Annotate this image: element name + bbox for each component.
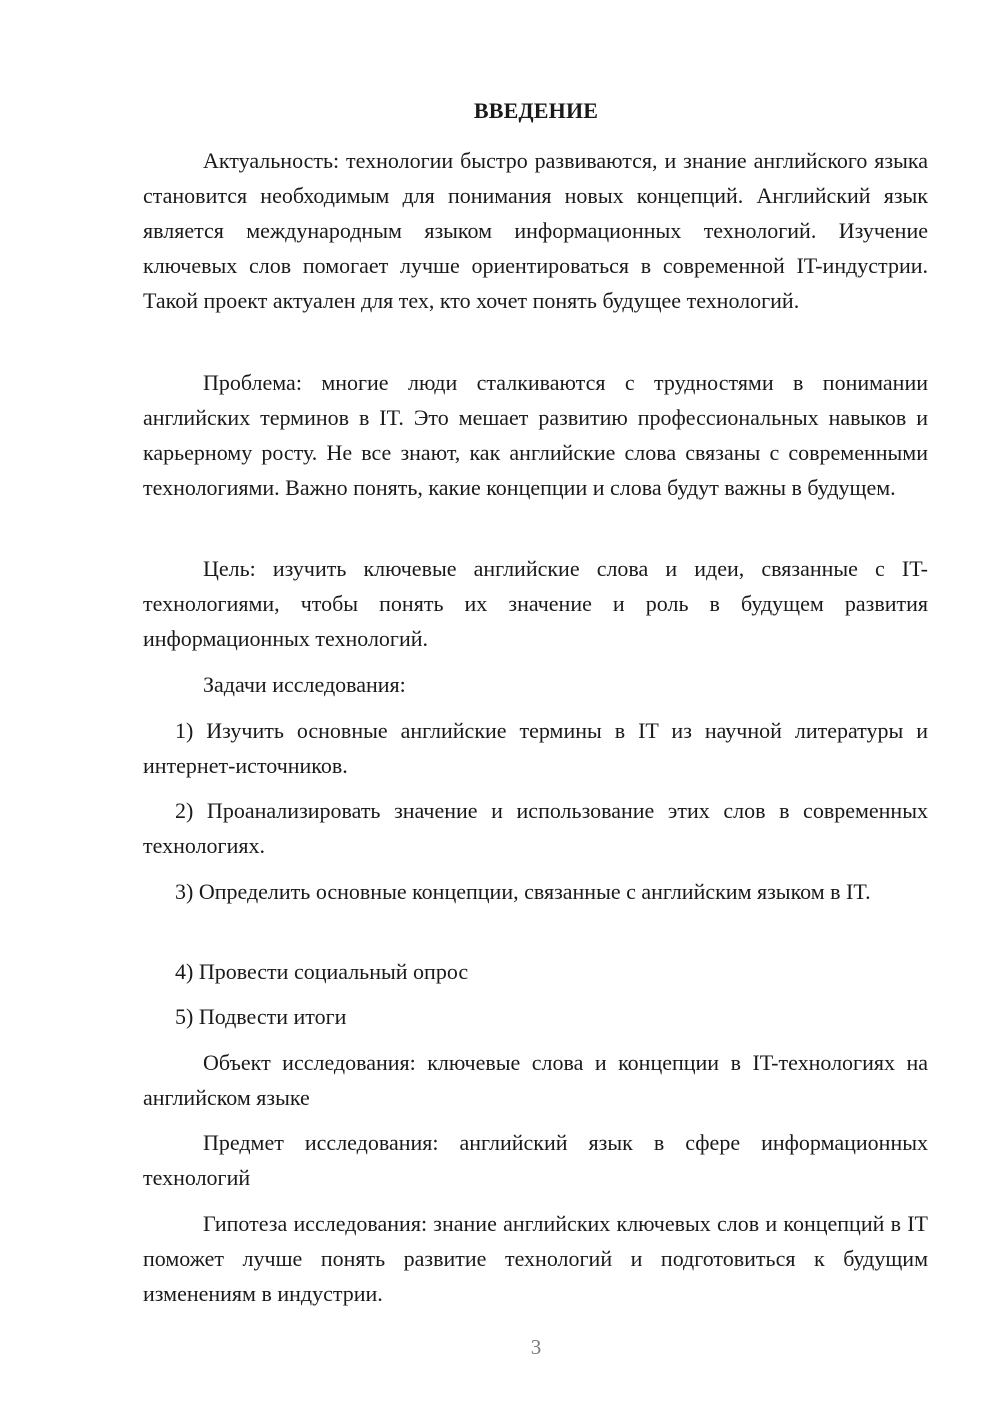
- tasks-heading: Задачи исследования:: [203, 672, 406, 697]
- task-item-3: 3) Определить основные концепции, связанные с английским языком в IT.: [175, 879, 871, 904]
- paragraph-relevance: Актуальность: технологии быстро развиваются, и знание английского языка становится необходимым для понимания новых концепций. Английский язык является международным языком информационных технологий. Изучение ключевых слов помогает лучше ориентироваться в современной IT-индустрии. Такой проект актуален для тех, кто хочет понять будущее технологий.: [143, 148, 928, 313]
- task-item-1: 1) Изучить основные английские термины в IT из научной литературы и интернет-источников.: [143, 718, 928, 778]
- paragraph-object: Объект исследования: ключевые слова и концепции в IT-технологиях на английском языке: [143, 1050, 928, 1110]
- paragraph-goal: Цель: изучить ключевые английские слова и идеи, связанные с IT-технологиями, чтобы понять их значение и роль в будущем развития информационных технологий.: [143, 556, 928, 651]
- task-item-4: 4) Провести социальный опрос: [175, 959, 469, 984]
- paragraph-subject: Предмет исследования: английский язык в сфере информационных технологий: [143, 1130, 928, 1190]
- paragraph-hypothesis: Гипотеза исследования: знание английских ключевых слов и концепций в IT поможет лучше понять развитие технологий и подготовиться к будущим изменениям в индустрии.: [143, 1211, 928, 1306]
- page-title: ВВЕДЕНИЕ: [473, 98, 599, 123]
- task-item-2: 2) Проанализировать значение и использование этих слов в современных технологиях.: [143, 798, 928, 858]
- page-number: 3: [530, 1335, 542, 1359]
- task-item-5: 5) Подвести итоги: [175, 1004, 347, 1029]
- paragraph-problem: Проблема: многие люди сталкиваются с трудностями в понимании английских терминов в IT. Это мешает развитию профессиональных навыков и карьерному росту. Не все знают, как английские слова связаны с современными технологиями. Важно понять, какие концепции и слова будут важны в будущем.: [143, 370, 928, 500]
